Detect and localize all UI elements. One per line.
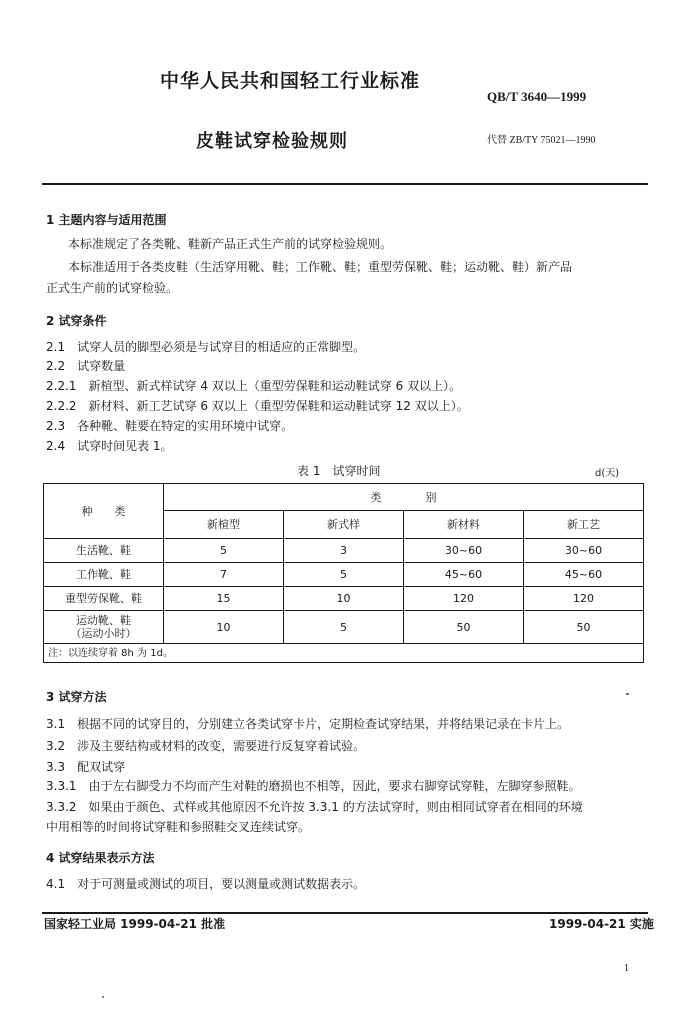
clause-3-3-2-line-1: 3.3.2 如果由于颜色、式样或其他原因不允许按 3.3.1 的方法试穿时，则由相同试穿者在相同的环境 bbox=[46, 800, 583, 814]
scan-speck bbox=[626, 693, 629, 695]
clause-3-3-2-line-2: 中用相等的时间将试穿鞋和参照鞋交叉连续试穿。 bbox=[46, 820, 311, 834]
table-cell: 30~60 bbox=[524, 539, 644, 563]
table-cell: 7 bbox=[164, 563, 284, 587]
table-cell: 120 bbox=[404, 587, 524, 611]
scan-speck bbox=[102, 996, 104, 998]
table-cell: 3 bbox=[284, 539, 404, 563]
clause-3-3-1: 3.3.1 由于左右脚受力不均而产生对鞋的磨损也不相等，因此，要求右脚穿试穿鞋，左脚穿参照鞋。 bbox=[46, 779, 581, 793]
table-cell: 45~60 bbox=[524, 563, 644, 587]
table-cell: 5 bbox=[164, 539, 284, 563]
table-cell: 30~60 bbox=[404, 539, 524, 563]
clause-2-3: 2.3 各种靴、鞋要在特定的实用环境中试穿。 bbox=[46, 419, 294, 433]
clause-3-3: 3.3 配双试穿 bbox=[46, 760, 126, 774]
section-4-heading: 4 试穿结果表示方法 bbox=[46, 851, 155, 865]
section-1-paragraph-2-line-2: 正式生产前的试穿检验。 bbox=[46, 281, 179, 295]
footer-rule bbox=[42, 912, 648, 914]
trial-time-table bbox=[43, 483, 644, 663]
section-3-heading: 3 试穿方法 bbox=[46, 690, 107, 704]
clause-2-2-1: 2.2.1 新楦型、新式样试穿 4 双以上（重型劳保鞋和运动鞋试穿 6 双以上）。 bbox=[46, 379, 462, 393]
table-row bbox=[44, 611, 644, 644]
column-header: 新工艺 bbox=[524, 511, 644, 539]
header-rule bbox=[42, 183, 648, 185]
approval-line: 国家轻工业局 1999-04-21 批准 bbox=[44, 917, 226, 931]
row-label-line-2: （运动小时） bbox=[70, 627, 137, 640]
standard-organization: 中华人民共和国轻工行业标准 bbox=[160, 70, 421, 92]
clause-2-2: 2.2 试穿数量 bbox=[46, 359, 126, 373]
table-cell: 15 bbox=[164, 587, 284, 611]
page-number: 1 bbox=[624, 963, 629, 974]
table-note-row bbox=[44, 644, 644, 663]
section-1-paragraph-1: 本标准规定了各类靴、鞋新产品正式生产前的试穿检验规则。 bbox=[68, 237, 393, 251]
table-cell: 10 bbox=[164, 611, 284, 644]
clause-4-1: 4.1 对于可测量或测试的项目，要以测量或测试数据表示。 bbox=[46, 877, 366, 891]
group-header-cell: 类 别 bbox=[164, 484, 644, 511]
table-unit: d(天) bbox=[595, 468, 620, 479]
table-row bbox=[44, 587, 644, 611]
section-1-paragraph-2-line-1: 本标准适用于各类皮鞋（生活穿用靴、鞋；工作靴、鞋；重型劳保靴、鞋；运动靴、鞋）新产品 bbox=[68, 260, 573, 274]
row-label: 生活靴、鞋 bbox=[44, 539, 164, 563]
table-cell: 5 bbox=[284, 611, 404, 644]
table-row bbox=[44, 563, 644, 587]
clause-2-4: 2.4 试穿时间见表 1。 bbox=[46, 439, 173, 453]
table-cell: 50 bbox=[524, 611, 644, 644]
table-cell: 10 bbox=[284, 587, 404, 611]
clause-3-2: 3.2 涉及主要结构或材料的改变，需要进行反复穿着试验。 bbox=[46, 739, 366, 753]
section-1-heading: 1 主题内容与适用范围 bbox=[46, 213, 167, 227]
row-label bbox=[44, 611, 164, 644]
clause-2-2-2: 2.2.2 新材料、新工艺试穿 6 双以上（重型劳保鞋和运动鞋试穿 12 双以上）。 bbox=[46, 399, 469, 413]
clause-3-1: 3.1 根据不同的试穿目的，分别建立各类试穿卡片，定期检查试穿结果，并将结果记录在卡片上。 bbox=[46, 717, 570, 731]
table-row bbox=[44, 539, 644, 563]
table-header-row bbox=[44, 484, 644, 511]
clause-2-1: 2.1 试穿人员的脚型必须是与试穿目的相适应的正常脚型。 bbox=[46, 340, 366, 354]
row-header-cell: 种 类 bbox=[44, 484, 164, 539]
row-label: 重型劳保靴、鞋 bbox=[44, 587, 164, 611]
table-caption: 表 1 试穿时间 bbox=[297, 464, 381, 478]
document-title: 皮鞋试穿检验规则 bbox=[196, 131, 348, 152]
replaces-standard: 代替 ZB/TY 75021—1990 bbox=[487, 135, 596, 146]
column-header: 新式样 bbox=[284, 511, 404, 539]
column-header: 新材料 bbox=[404, 511, 524, 539]
effective-date: 1999-04-21 实施 bbox=[549, 917, 654, 931]
row-label-line-1: 运动靴、鞋 bbox=[76, 614, 131, 627]
row-label: 工作靴、鞋 bbox=[44, 563, 164, 587]
table-cell: 5 bbox=[284, 563, 404, 587]
table-note: 注：以连续穿着 8h 为 1d。 bbox=[44, 644, 644, 663]
table-cell: 50 bbox=[404, 611, 524, 644]
section-2-heading: 2 试穿条件 bbox=[46, 314, 107, 328]
table-cell: 120 bbox=[524, 587, 644, 611]
table-cell: 45~60 bbox=[404, 563, 524, 587]
column-header: 新楦型 bbox=[164, 511, 284, 539]
standard-number: QB/T 3640—1999 bbox=[487, 89, 587, 104]
